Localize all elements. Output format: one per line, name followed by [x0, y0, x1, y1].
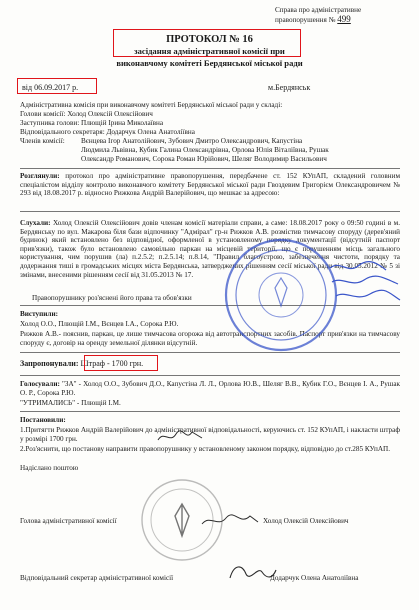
chair-role: Голова адміністративної комісії [20, 517, 117, 525]
speakers-label: Виступили: [20, 310, 59, 318]
decision-item-1: 1.Притягти Рижков Андрій Валерійович до адміністративної відповідальності, керуючись ст. 152 КУпАП, і накласти штраф у розмірі 1700 грн. [20, 426, 400, 443]
divider [20, 211, 400, 212]
members-label: Членів комісії: [20, 137, 65, 145]
divider [20, 411, 400, 412]
speakers-line2: Рижков А.В.- пояснив, паркан, це лише тимчасова огорожа від автотранспортних засобів. Паспорт прив'язки на тимчасову споруду є, договір на оренду земельної ділянки відсутній. [20, 330, 400, 347]
voted-section [20, 380, 400, 397]
speakers-line1: Холод О.О., Плющій І.М., Вєнцев І.А., Сорока Р.Ю. [20, 320, 179, 328]
commission-secretary: Відповідального секретаря: Додарчук Олена Анатоліївна [20, 128, 195, 136]
handwritten-note [326, 258, 406, 312]
considered-section [20, 172, 400, 198]
chair-name: Холод Олексій Олексійович [263, 517, 349, 525]
voted-label: Голосували: [20, 380, 60, 388]
rights-explained: Правопорушнику роз'яснені його права та обов'язки [32, 294, 192, 302]
voted-for: "ЗА" - Холод О.О., Зубович Д.О., Капустіна Л. Л., Орлова Ю.В., Шеляг В.В., Кубик Г.О., Вєнцев І. А., Рушак О. Р., Сорока Р.Ю. [20, 380, 401, 397]
initials-signature [156, 428, 204, 446]
case-number: 499 [337, 14, 351, 24]
page-title: ПРОТОКОЛ № 16 [166, 34, 253, 45]
chair-signature [200, 510, 260, 530]
secretary-role: Відповідальний секретар адміністративної комісії [20, 574, 174, 582]
voted-abstained: "УТРИМАЛИСЬ" - Плющій І.М. [20, 399, 121, 407]
members-line3: Олександр Романович, Сорока Роман Юрійович, Шеляг Володимир Васильович [81, 155, 327, 163]
divider [20, 375, 400, 376]
proposed-fine: Штраф - 1700 грн. [80, 359, 144, 368]
decided-label: Постановили: [20, 416, 66, 424]
date-highlight-box [17, 78, 97, 94]
proposed-label: Запропонували: [20, 359, 79, 368]
decision-item-2: 2.Роз'яснити, що постанову направити правопорушнику у встановленому законом порядку, відповідно до ст.285 КУпАП. [20, 445, 391, 453]
considered-text: протокол про адміністративне правопорушення, передбачене ст. 152 КУпАП, складений головним спеціалістом відділу контролю виконавчого комітету Бердянської міської ради Гвоздевим Григорієм Олександровичем № 293 від 18.08.2017 р. відносно Рижкова Андрій Валерійович, що мешкає за адресою: [20, 172, 401, 198]
composition-intro: Адміністративна комісія при виконавчому комітеті Бердянської міської ради у складі: [20, 101, 283, 109]
case-reference-line2: правопорушення № 499 [275, 14, 351, 24]
fine-highlight-box [84, 355, 158, 371]
subtitle-line1: засідання адміністративної комісії при [134, 46, 285, 56]
commission-chair: Голови комісії: Холод Олексій Олексійович [20, 110, 153, 118]
secretary-signature [228, 560, 278, 584]
subtitle-line2: виконавчому комітеті Бердянської міської ради [116, 58, 303, 68]
title-highlight-box [113, 29, 301, 57]
official-stamp [222, 236, 340, 354]
members-line1: Вєнцева Ігор Анатолійович, Зубович Дмитро Олександрович, Капустіна [81, 137, 303, 145]
protocol-date: від 06.09.2017 р. [22, 83, 79, 92]
heard-text: Холод Олексій Олексійович довів членам комісії матеріали справи, а саме: 18.08.2017 року о 09:50 годині в м. Бердянську по вул. Макарова біля бази відпочинку "Адмірал" гр-н Рижков А.В. розмістив тимчасову споруду (дерев'яний будинок) який встановлено без відповідної, оформленої в установленому порядку документації (відсутній паспорт прив'язки), також було встановлено самовільно паркан на місцевій території, що є порушенням місць загального користування, чим порушив (ла) п.2.5.2; п.2.5.14; п.8.14, "Правил благоустрою, забезпечення чистоти, порядку та додержання тиші в громадських місцях міста Бердянська, затверджених рішенням сесії міської ради від 30.05.2012 № 5 зі змінами, внесеними рішенням сесії від 31.05.2013 № 17. [20, 219, 400, 279]
secretary-name: Додарчук Олена Анатоліївна [270, 574, 359, 582]
considered-label: Розглянули: [20, 172, 60, 180]
decision-item-3: Надіслано поштою [20, 464, 79, 472]
commission-deputy: Заступника голови: Плющій Ірина Миколаївна [20, 119, 164, 127]
case-reference-line1: Справа про адміністративне [275, 6, 362, 14]
heard-label: Слухали: [20, 219, 51, 227]
divider [20, 352, 400, 353]
members-line2: Людмила Львівна, Кубик Галина Олександрівна, Орлова Юлія Віталіївна, Рушак [81, 146, 329, 154]
city-name: м.Бердянськ [268, 83, 311, 92]
divider [20, 168, 400, 169]
